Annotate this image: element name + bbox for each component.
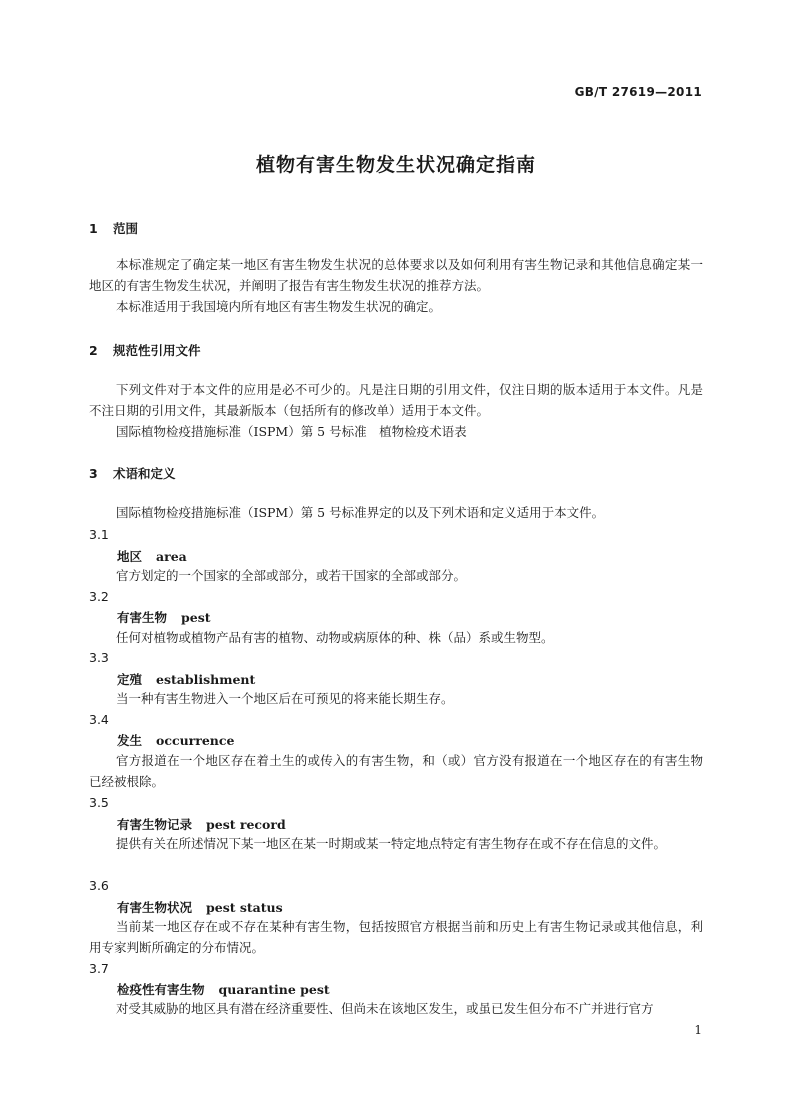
section-number: 2 — [89, 343, 98, 358]
definition-text: 提供有关在所述情况下某一地区在某一时期或某一特定地点特定有害生物存在或不存在信息的文件。 — [116, 836, 667, 851]
term-chinese: 发生 — [117, 733, 143, 748]
paragraph: 本标准规定了确定某一地区有害生物发生状况的总体要求以及如何利用有害生物记录和其他信息确定某一地区的有害生物发生状况，并阐明了报告有害生物发生状况的推荐方法。 — [89, 257, 703, 293]
section-heading-normative-references — [89, 341, 201, 359]
definition-text: 当一种有害生物进入一个地区后在可预见的将来能长期生存。 — [116, 691, 454, 706]
term-english: establishment — [156, 672, 256, 687]
page-number: 1 — [694, 1023, 702, 1037]
section-heading-scope — [89, 219, 138, 237]
definition-term — [117, 731, 234, 749]
term-english: pest status — [206, 900, 283, 915]
definition-text: 对受其威胁的地区具有潜在经济重要性、但尚未在该地区发生，或虽已发生但分布不广并进行官方 — [116, 1001, 654, 1016]
definition-text: 官方报道在一个地区存在着土生的或传入的有害生物，和（或）官方没有报道在一个地区存在的有害生物已经被根除。 — [89, 753, 703, 789]
definition-number: 3.6 — [89, 878, 109, 893]
definition-text: 任何对植物或植物产品有害的植物、动物或病原体的种、株（品）系或生物型。 — [116, 630, 554, 645]
section-title: 术语和定义 — [113, 466, 176, 481]
definition-number: 3.5 — [89, 795, 109, 810]
section-title: 规范性引用文件 — [113, 343, 201, 358]
term-chinese: 有害生物记录 — [117, 817, 193, 832]
definition-number: 3.7 — [89, 961, 109, 976]
term-english: quarantine pest — [218, 982, 330, 997]
paragraph: 国际植物检疫措施标准（ISPM）第 5 号标准界定的以及下列术语和定义适用于本文件。 — [116, 505, 605, 520]
term-chinese: 地区 — [117, 549, 143, 564]
term-english: occurrence — [156, 733, 235, 748]
term-chinese: 有害生物状况 — [117, 900, 193, 915]
definition-term — [117, 898, 283, 916]
definition-number: 3.2 — [89, 589, 109, 604]
paragraph: 下列文件对于本文件的应用是必不可少的。凡是注日期的引用文件，仅注日期的版本适用于本文件。凡是不注日期的引用文件，其最新版本（包括所有的修改单）适用于本文件。 — [89, 382, 703, 418]
definition-term — [117, 815, 286, 833]
term-english: pest — [181, 610, 211, 625]
definition-text: 官方划定的一个国家的全部或部分，或若干国家的全部或部分。 — [116, 568, 467, 583]
paragraph: 国际植物检疫措施标准（ISPM）第 5 号标准 植物检疫术语表 — [116, 424, 467, 439]
definition-number: 3.3 — [89, 650, 109, 665]
section-heading-terms — [89, 464, 176, 482]
definition-term — [117, 670, 255, 688]
definition-term — [117, 608, 211, 626]
page-title: 植物有害生物发生状况确定指南 — [255, 154, 536, 176]
term-chinese: 有害生物 — [117, 610, 168, 625]
term-chinese: 检疫性有害生物 — [117, 982, 205, 997]
definition-term — [117, 547, 187, 565]
definition-term — [117, 980, 330, 998]
definition-text: 当前某一地区存在或不存在某种有害生物，包括按照官方根据当前和历史上有害生物记录或其他信息，利用专家判断所确定的分布情况。 — [89, 919, 703, 955]
section-number: 1 — [89, 221, 98, 236]
term-english: pest record — [206, 817, 286, 832]
section-title: 范围 — [113, 221, 139, 236]
definition-number: 3.4 — [89, 712, 109, 727]
paragraph: 本标准适用于我国境内所有地区有害生物发生状况的确定。 — [116, 299, 442, 314]
header-code: GB/T 27619—2011 — [574, 85, 702, 99]
definition-number: 3.1 — [89, 527, 109, 542]
term-chinese: 定殖 — [117, 672, 143, 687]
section-number: 3 — [89, 466, 98, 481]
term-english: area — [156, 549, 187, 564]
